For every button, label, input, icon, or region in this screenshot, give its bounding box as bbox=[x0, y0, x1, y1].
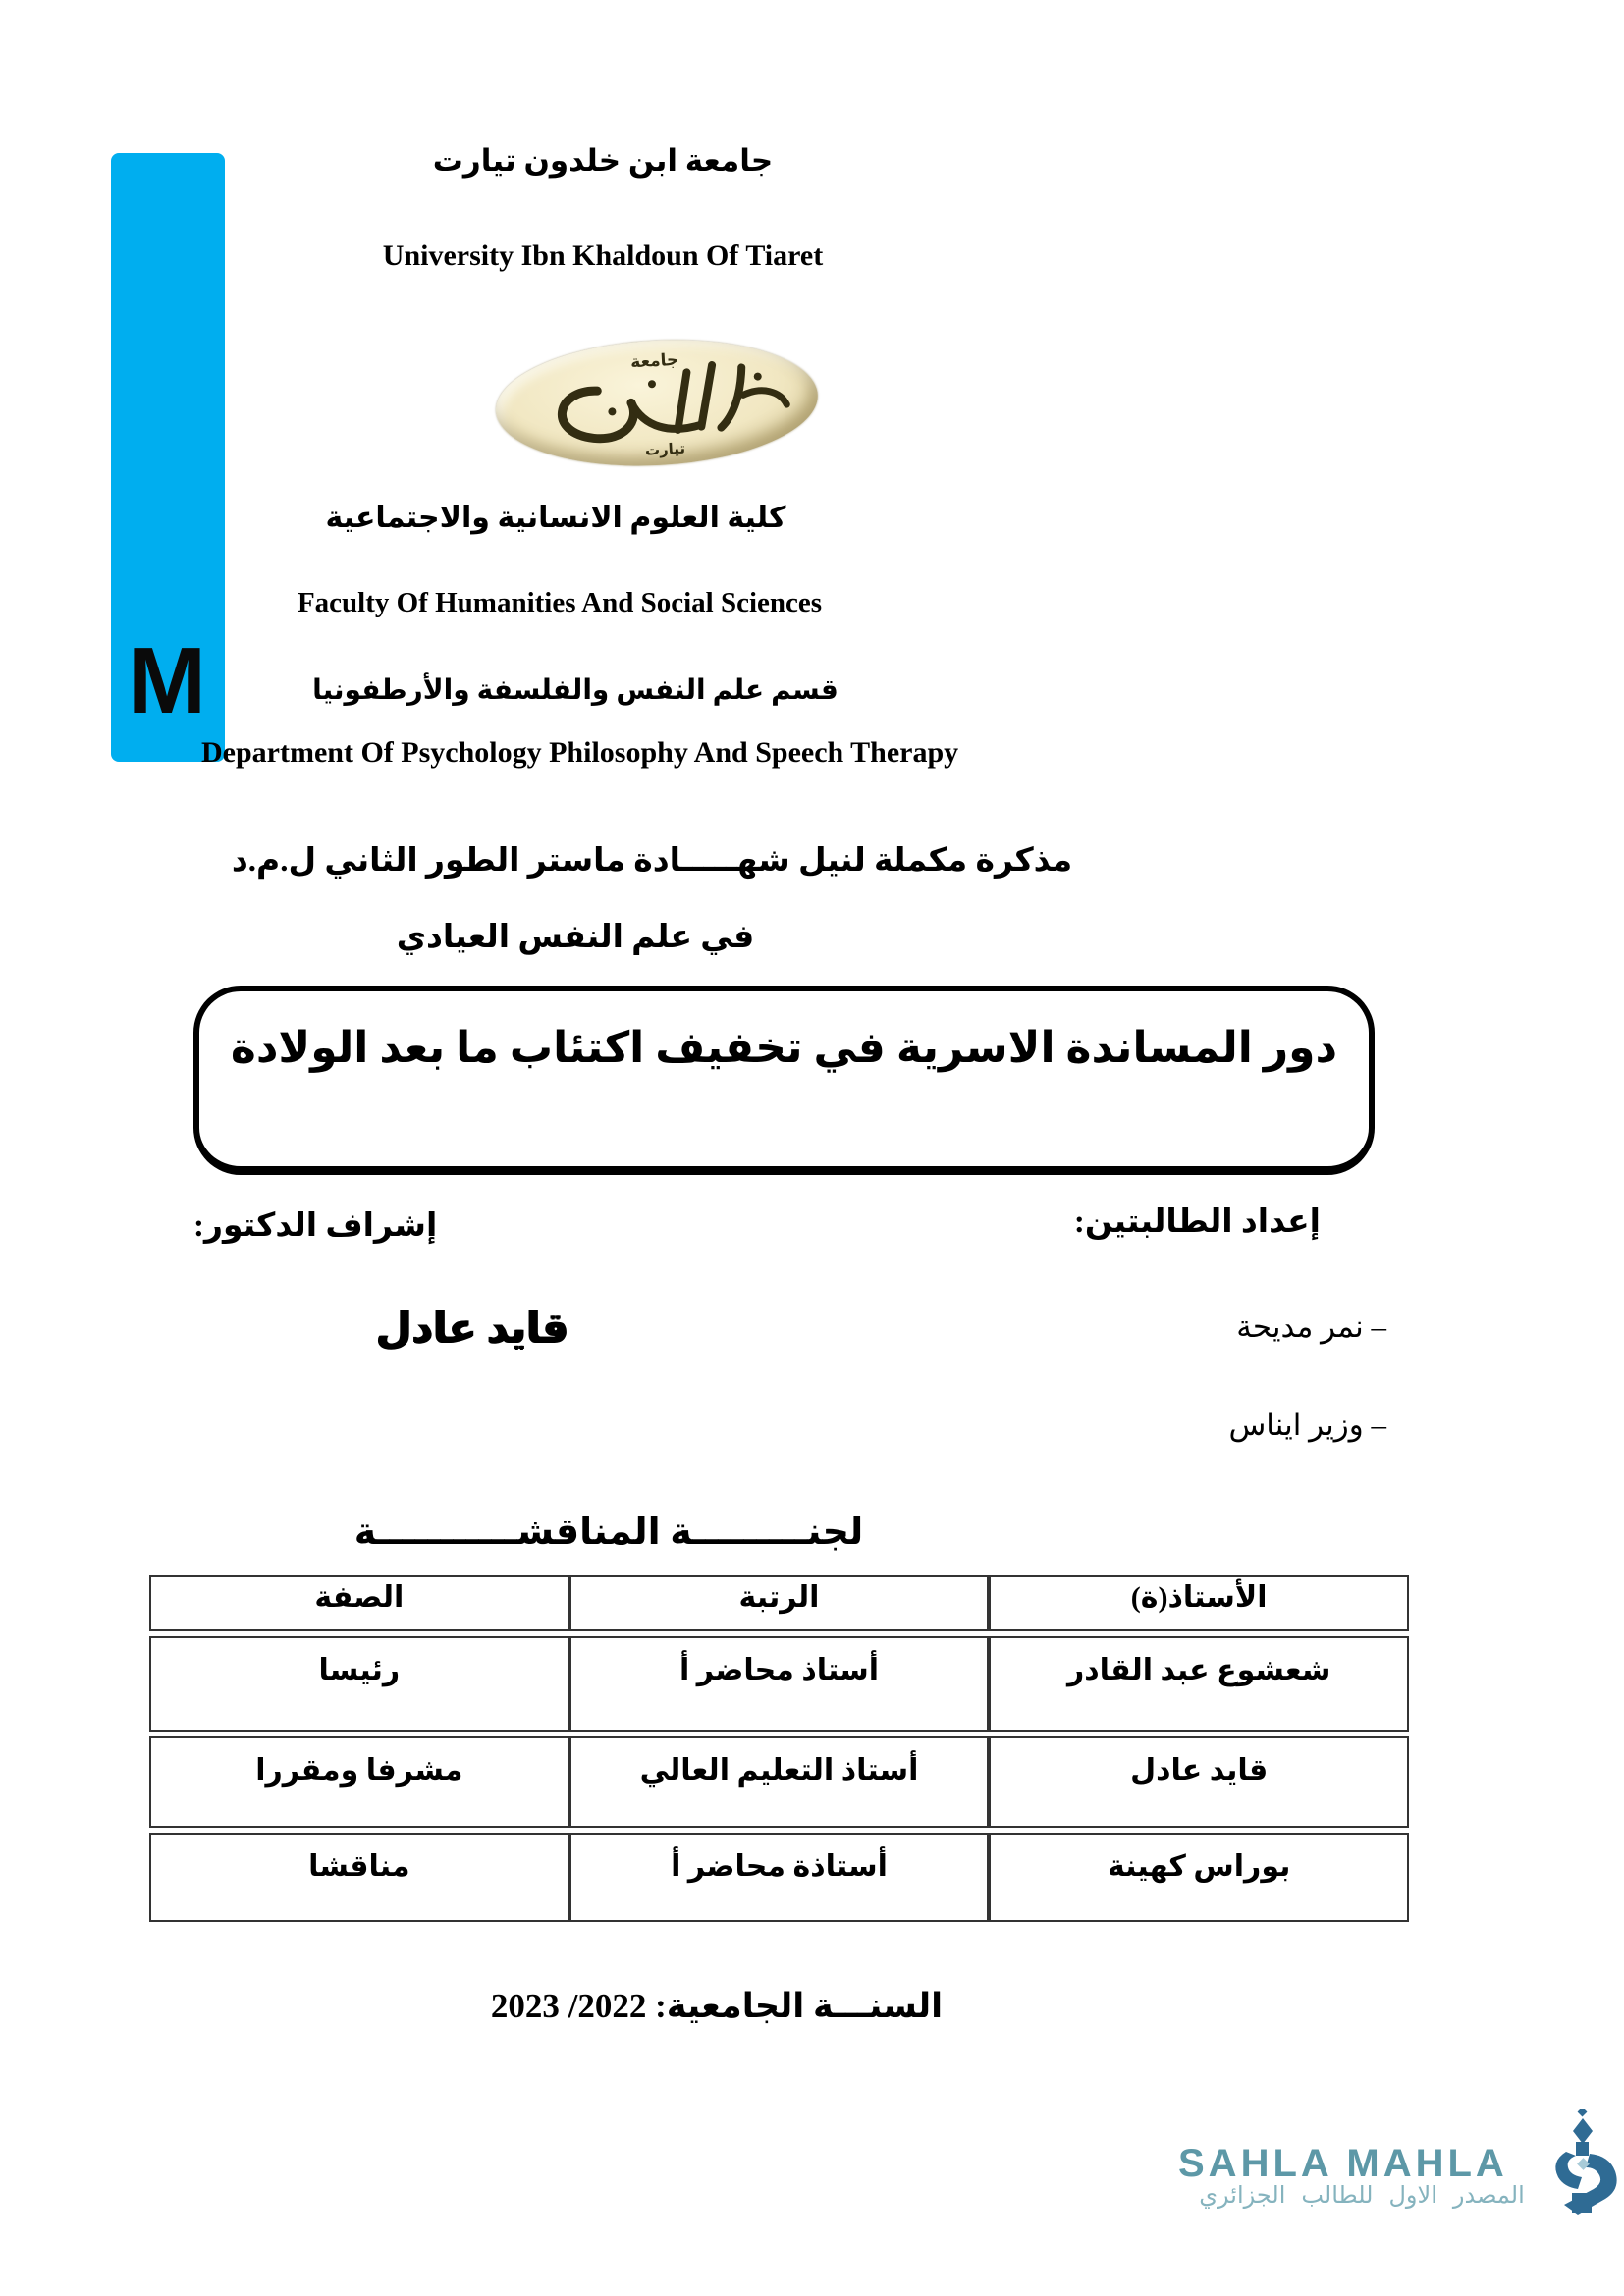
supervisor-name: قايد عادل bbox=[376, 1307, 569, 1352]
cell-professor: بوراس كهينة bbox=[989, 1833, 1409, 1922]
prepared-by-label: إعداد الطالبتين: bbox=[1073, 1204, 1321, 1240]
header-role: الصفة bbox=[149, 1575, 569, 1631]
cell-role: مشرفا ومقررا bbox=[149, 1736, 569, 1828]
watermark-emblem-icon bbox=[1546, 2109, 1619, 2224]
seal-calligraphy-icon bbox=[493, 333, 821, 474]
cell-role: رئيسا bbox=[149, 1636, 569, 1732]
cell-professor: شعشوع عبد القادر bbox=[989, 1636, 1409, 1732]
student-name-1: – نمر مديحة bbox=[1236, 1309, 1386, 1344]
cell-rank: أستاذ التعليم العالي bbox=[569, 1736, 990, 1828]
department-name-english: Department Of Psychology Philosophy And Speech Therapy bbox=[201, 736, 959, 769]
seal-bottom-text: تيارت bbox=[644, 439, 686, 459]
supervision-label: إشراف الدكتور: bbox=[193, 1208, 438, 1244]
university-seal-logo bbox=[493, 333, 821, 474]
sahla-mahla-watermark bbox=[1174, 2107, 1624, 2234]
watermark-letter-m: M bbox=[128, 628, 206, 733]
memo-degree-line: مذكرة مكملة لنيل شهـــــادة ماستر الطور الثاني ل.م.د bbox=[231, 843, 1073, 879]
table-header-row bbox=[149, 1575, 1409, 1631]
watermark-brand-text: SAHLA MAHLA bbox=[1178, 2142, 1508, 2185]
faculty-name-arabic: كلية العلوم الانسانية والاجتماعية bbox=[325, 502, 786, 534]
table-row bbox=[149, 1833, 1409, 1922]
cell-role: مناقشا bbox=[149, 1833, 569, 1922]
academic-year: السنـــة الجامعية: 2022/ 2023 bbox=[490, 1987, 944, 2025]
memo-specialty-line: في علم النفس العيادي bbox=[396, 920, 755, 955]
table-row bbox=[149, 1636, 1409, 1732]
committee-heading: لجنـــــــــة المناقشـــــــــــة bbox=[353, 1512, 864, 1553]
cell-rank: أستاذة محاضر أ bbox=[569, 1833, 990, 1922]
header-professor: الأستاذ(ة) bbox=[989, 1575, 1409, 1631]
student-name-2: – وزير ايناس bbox=[1228, 1408, 1386, 1442]
table-row bbox=[149, 1736, 1409, 1828]
thesis-title: دور المساندة الاسرية في تخفيف اكتئاب ما بعد الولادة bbox=[230, 1024, 1338, 1072]
university-name-arabic: جامعة ابن خلدون تيارت bbox=[432, 143, 774, 178]
university-name-english: University Ibn Khaldoun Of Tiaret bbox=[382, 240, 824, 272]
cell-rank: أستاذ محاضر أ bbox=[569, 1636, 990, 1732]
committee-table bbox=[149, 1571, 1409, 1927]
seal-top-text: جامعة bbox=[629, 349, 679, 373]
faculty-name-english: Faculty Of Humanities And Social Sciences bbox=[297, 587, 823, 618]
header-rank: الرتبة bbox=[569, 1575, 990, 1631]
department-name-arabic: قسم علم النفس والفلسفة والأرطفونيا bbox=[312, 675, 839, 706]
watermark-tagline: المصدر الاول للطالب الجزائري bbox=[1199, 2183, 1525, 2209]
cell-professor: قايد عادل bbox=[989, 1736, 1409, 1828]
thesis-title-box bbox=[193, 986, 1375, 1175]
